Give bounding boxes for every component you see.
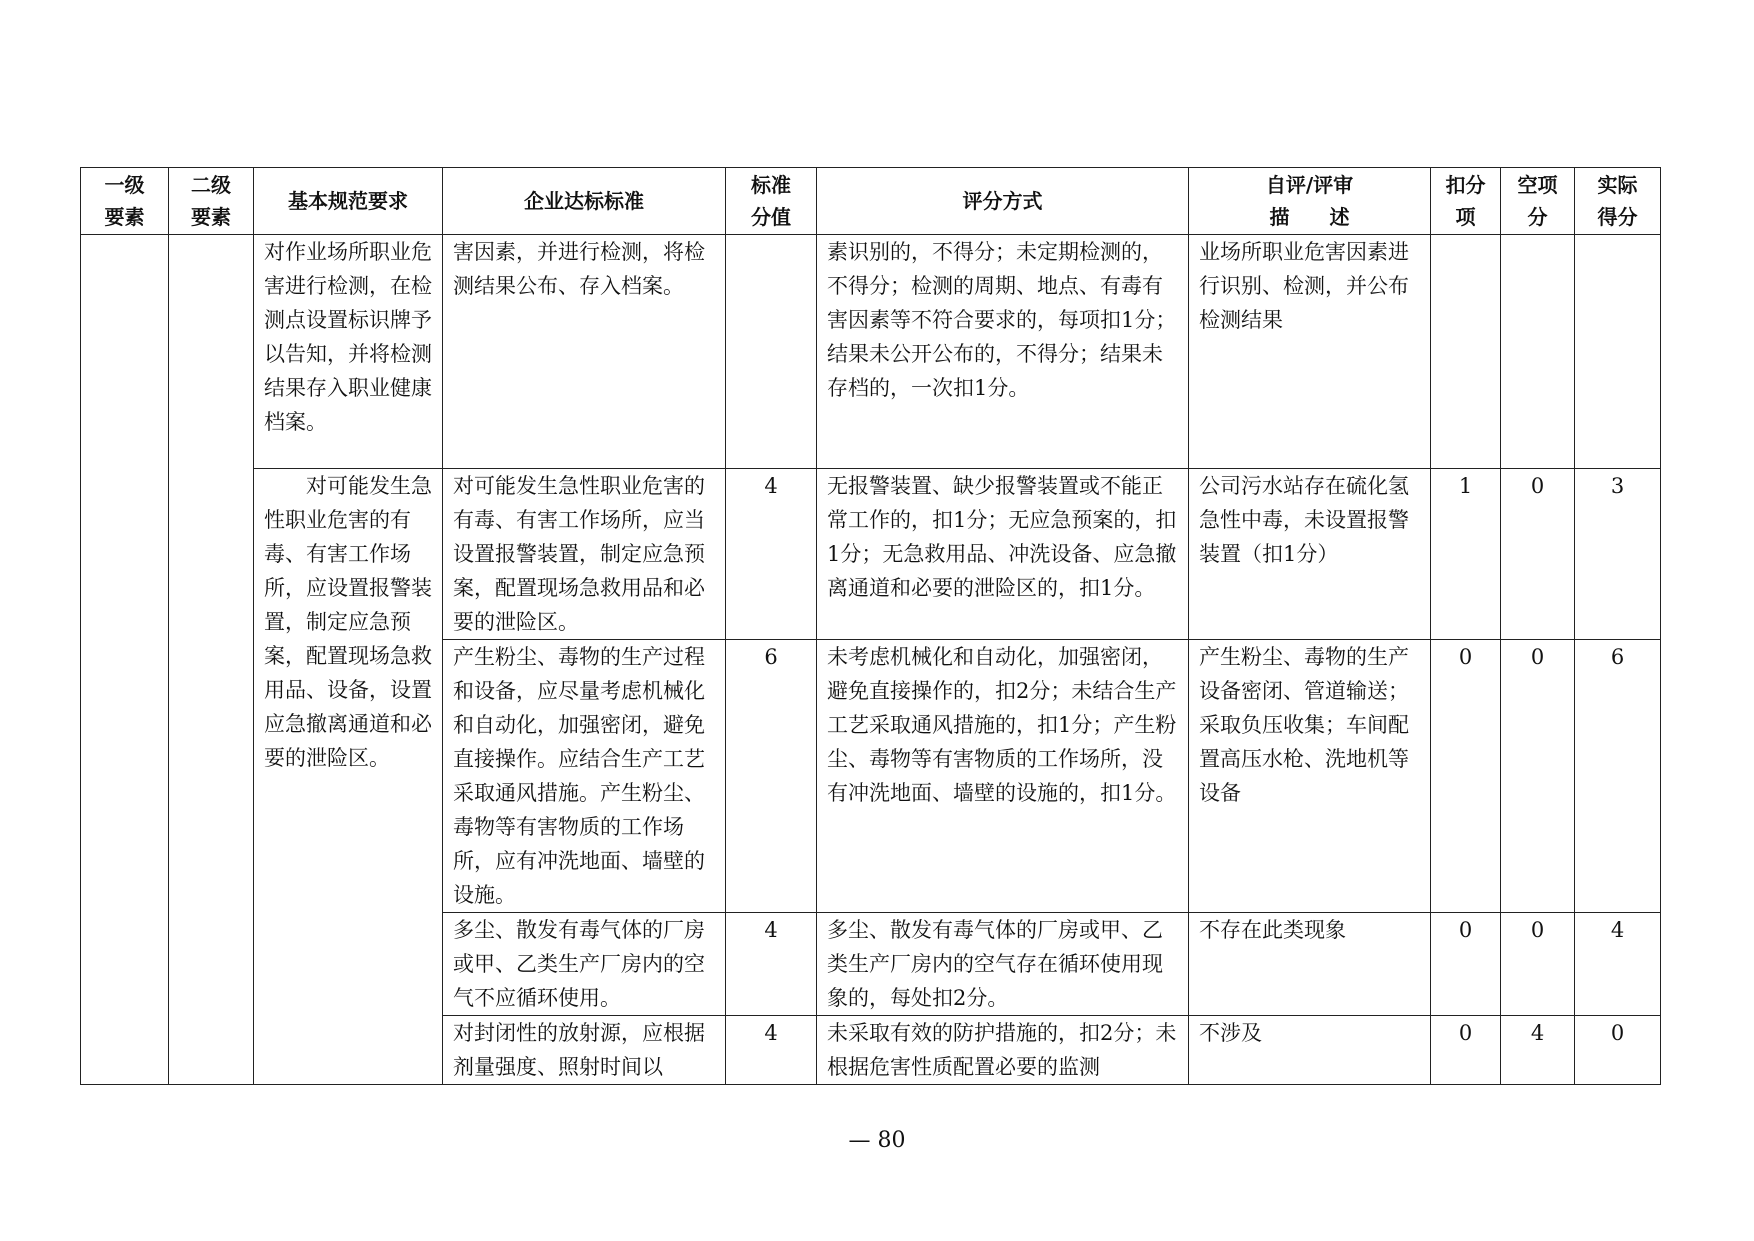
standard-cell: 产生粉尘、毒物的生产过程和设备，应尽量考虑机械化和自动化，加强密闭，避免直接操作。应结合生产工艺采取通风措施。产生粉尘、毒物等有害物质的工作场所，应有冲洗地面、墙壁的设施。 [443,640,726,913]
method-cell: 素识别的，不得分；未定期检测的，不得分；检测的周期、地点、有毒有害因素等不符合要求的，每项扣1分；结果未公开公布的，不得分；结果未存档的，一次扣1分。 [817,235,1189,469]
empty-score-cell: 4 [1501,1016,1575,1085]
score-cell: 6 [726,640,817,913]
header-enterprise-standard: 企业达标标准 [443,168,726,235]
method-text: 未采取有效的防护措施的，扣2分；未根据危害性质配置必要的监测 [827,1021,1177,1079]
level1-cell [81,235,169,1085]
table-row [81,235,1661,469]
header-row [81,168,1661,235]
deduction-cell: 1 [1431,469,1501,640]
table-row [81,469,1661,640]
empty-score-cell: 0 [1501,469,1575,640]
self-evaluation-cell: 产生粉尘、毒物的生产设备密闭、管道输送；采取负压收集；车间配置高压水枪、洗地机等设备 [1189,640,1431,913]
header-scoring-method: 评分方式 [817,168,1189,235]
level2-cell [169,235,254,1085]
header-level2: 二级 要素 [169,168,254,235]
basic-requirement-cell: 对可能发生急性职业危害的有毒、有害工作场所，应设置报警装置，制定应急预案，配置现场急救用品、设备，设置应急撤离通道和必要的泄险区。 [254,469,443,1085]
header-empty-score: 空项 分 [1501,168,1575,235]
empty-score-cell: 0 [1501,640,1575,913]
header-basic-requirement: 基本规范要求 [254,168,443,235]
self-evaluation-cell: 不涉及 [1189,1016,1431,1085]
self-evaluation-cell: 公司污水站存在硫化氢急性中毒，未设置报警装置（扣1分） [1189,469,1431,640]
deduction-cell: 0 [1431,1016,1501,1085]
standard-cell [443,1016,726,1085]
page-number: — 80 [848,1128,906,1153]
method-cell: 多尘、散发有毒气体的厂房或甲、乙类生产厂房内的空气存在循环使用现象的，每处扣2分。 [817,913,1189,1016]
actual-score-cell: 6 [1575,640,1661,913]
method-cell: 无报警装置、缺少报警装置或不能正常工作的，扣1分；无应急预案的，扣1分；无急救用品、冲洗设备、应急撤离通道和必要的泄险区的，扣1分。 [817,469,1189,640]
score-cell: 4 [726,913,817,1016]
header-deduction: 扣分 项 [1431,168,1501,235]
score-cell: 4 [726,1016,817,1085]
standard-cell: 多尘、散发有毒气体的厂房或甲、乙类生产厂房内的空气不应循环使用。 [443,913,726,1016]
empty-score-cell: 0 [1501,913,1575,1016]
self-evaluation-cell: 业场所职业危害因素进行识别、检测，并公布检测结果 [1189,235,1431,469]
deduction-cell [1431,235,1501,469]
method-cell [817,1016,1189,1085]
evaluation-table [80,167,1661,1085]
deduction-cell: 0 [1431,640,1501,913]
basic-requirement-cell: 对作业场所职业危害进行检测，在检测点设置标识牌予以告知，并将检测结果存入职业健康档案。 [254,235,443,469]
header-actual-score: 实际 得分 [1575,168,1661,235]
actual-score-cell [1575,235,1661,469]
actual-score-cell: 0 [1575,1016,1661,1085]
score-cell [726,235,817,469]
standard-cell: 害因素，并进行检测，将检测结果公布、存入档案。 [443,235,726,469]
deduction-cell: 0 [1431,913,1501,1016]
empty-score-cell [1501,235,1575,469]
method-cell: 未考虑机械化和自动化，加强密闭，避免直接操作的，扣2分；未结合生产工艺采取通风措施的，扣1分；产生粉尘、毒物等有害物质的工作场所，没有冲洗地面、墙壁的设施的，扣1分。 [817,640,1189,913]
header-level1: 一级 要素 [81,168,169,235]
header-self-evaluation: 自评/评审 描 述 [1189,168,1431,235]
header-standard-score: 标准 分值 [726,168,817,235]
standard-cell: 对可能发生急性职业危害的有毒、有害工作场所，应当设置报警装置，制定应急预案，配置现场急救用品和必要的泄险区。 [443,469,726,640]
standard-text: 对封闭性的放射源，应根据剂量强度、照射时间以 [453,1021,705,1079]
self-evaluation-cell: 不存在此类现象 [1189,913,1431,1016]
score-cell: 4 [726,469,817,640]
actual-score-cell: 3 [1575,469,1661,640]
actual-score-cell: 4 [1575,913,1661,1016]
